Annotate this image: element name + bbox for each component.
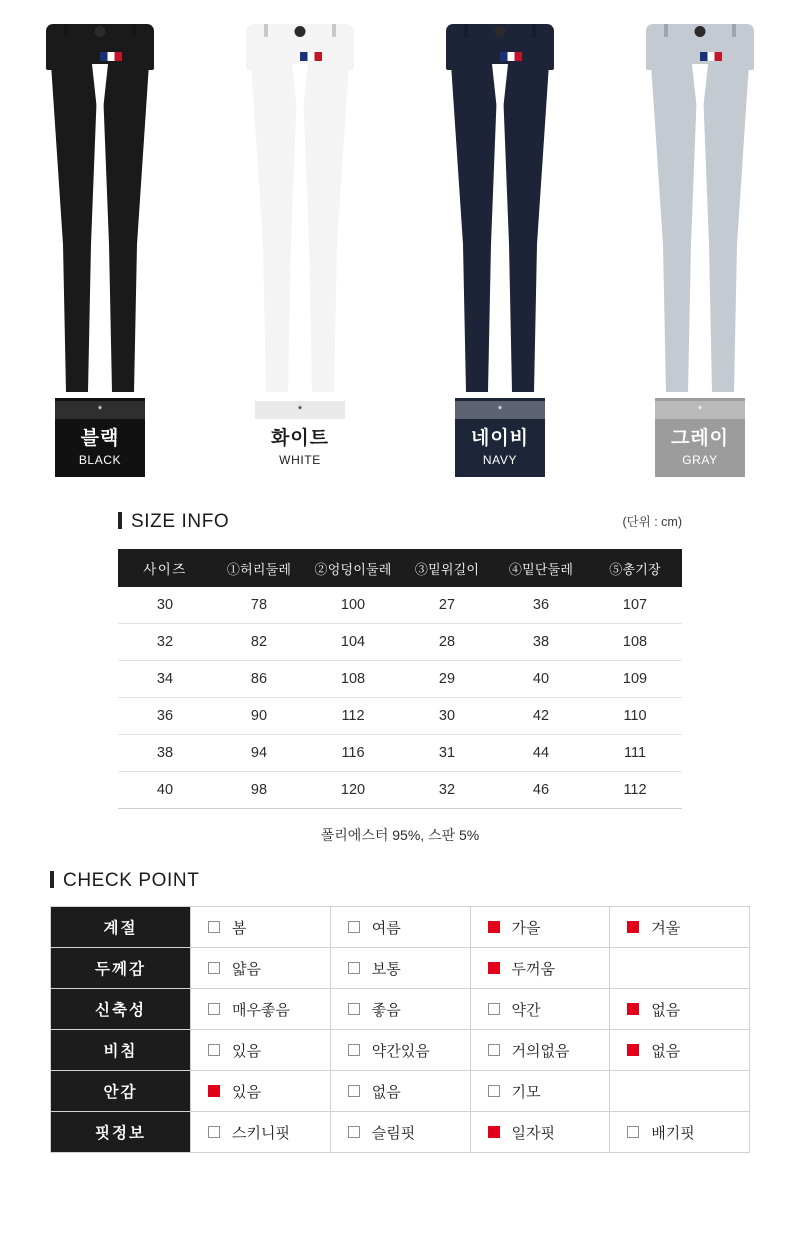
check-point-row bbox=[51, 948, 750, 989]
waist-button-icon bbox=[95, 26, 106, 37]
heading-bar bbox=[50, 871, 54, 888]
pants-illustration bbox=[46, 24, 154, 392]
size-table-row bbox=[118, 698, 682, 735]
check-point-option[interactable] bbox=[330, 1030, 470, 1071]
color-label-ko: 화이트 bbox=[270, 428, 330, 449]
size-cell: 28 bbox=[400, 624, 494, 661]
pants-right-leg bbox=[302, 64, 352, 392]
size-cell: 30 bbox=[118, 587, 212, 624]
size-cell: 112 bbox=[306, 698, 400, 735]
size-cell: 108 bbox=[306, 661, 400, 698]
size-unit-note: (단위 : cm) bbox=[622, 515, 682, 529]
checkbox-icon[interactable] bbox=[488, 1003, 500, 1015]
belt-loop-icon bbox=[732, 24, 736, 37]
check-point-row bbox=[51, 989, 750, 1030]
check-point-empty-cell bbox=[610, 1071, 750, 1112]
size-cell: 116 bbox=[306, 735, 400, 772]
size-table-header-row bbox=[118, 549, 682, 587]
check-point-option[interactable] bbox=[470, 1112, 610, 1153]
size-cell: 32 bbox=[118, 624, 212, 661]
pants-left-leg bbox=[448, 64, 498, 392]
check-point-option[interactable] bbox=[330, 1071, 470, 1112]
size-cell: 108 bbox=[588, 624, 682, 661]
size-info-heading bbox=[0, 510, 800, 533]
check-point-option-label: 여름 bbox=[371, 919, 401, 937]
check-point-option-label: 약간있음 bbox=[371, 1042, 430, 1060]
size-cell: 86 bbox=[212, 661, 306, 698]
size-table-row bbox=[118, 661, 682, 698]
product-image-gray bbox=[600, 12, 800, 392]
size-cell: 30 bbox=[400, 698, 494, 735]
belt-loop-icon bbox=[464, 24, 468, 37]
check-point-option-label: 두꺼움 bbox=[511, 960, 555, 978]
check-point-option-label: 슬림핏 bbox=[371, 1124, 416, 1142]
color-label-ko: 네이비 bbox=[470, 428, 530, 449]
check-point-option[interactable] bbox=[191, 948, 331, 989]
brand-flag-icon bbox=[100, 52, 122, 61]
color-label-en: BLACK bbox=[78, 453, 122, 467]
pants-right-leg bbox=[702, 64, 752, 392]
color-star-icon: * bbox=[255, 401, 345, 419]
size-cell: 78 bbox=[212, 587, 306, 624]
check-point-option[interactable] bbox=[470, 989, 610, 1030]
check-point-option[interactable] bbox=[330, 948, 470, 989]
check-point-option[interactable] bbox=[470, 907, 610, 948]
size-column-header: ①허리둘레 bbox=[212, 549, 306, 587]
size-cell: 120 bbox=[306, 772, 400, 809]
color-swatch-row bbox=[0, 398, 800, 477]
check-point-option-label: 기모 bbox=[511, 1083, 541, 1101]
checkbox-icon[interactable] bbox=[488, 1126, 500, 1138]
check-point-option[interactable] bbox=[330, 907, 470, 948]
checkbox-icon[interactable] bbox=[488, 921, 500, 933]
color-label-ko: 블랙 bbox=[80, 428, 120, 449]
checkbox-icon[interactable] bbox=[627, 921, 639, 933]
size-cell: 98 bbox=[212, 772, 306, 809]
pants-left-leg bbox=[48, 64, 98, 392]
brand-flag-icon bbox=[700, 52, 722, 61]
check-point-option-label: 배기핏 bbox=[651, 1124, 695, 1142]
check-point-table bbox=[50, 906, 750, 1153]
checkbox-icon[interactable] bbox=[348, 962, 360, 974]
checkbox-icon[interactable] bbox=[627, 1044, 639, 1056]
size-column-header: 사이즈 bbox=[118, 549, 212, 587]
checkbox-icon[interactable] bbox=[627, 1126, 639, 1138]
checkbox-icon[interactable] bbox=[208, 1085, 220, 1097]
check-point-option-label: 얇음 bbox=[232, 960, 261, 978]
check-point-option[interactable] bbox=[610, 989, 750, 1030]
checkbox-icon[interactable] bbox=[208, 1003, 220, 1015]
size-cell: 34 bbox=[118, 661, 212, 698]
size-cell: 110 bbox=[588, 698, 682, 735]
check-point-empty-cell bbox=[610, 948, 750, 989]
size-cell: 38 bbox=[118, 735, 212, 772]
checkbox-icon[interactable] bbox=[208, 1044, 220, 1056]
size-cell: 104 bbox=[306, 624, 400, 661]
checkbox-icon[interactable] bbox=[208, 921, 220, 933]
pants-illustration bbox=[646, 24, 754, 392]
size-cell: 107 bbox=[588, 587, 682, 624]
pants-right-leg bbox=[502, 64, 552, 392]
check-point-option[interactable] bbox=[191, 1071, 331, 1112]
check-point-row-label: 신축성 bbox=[51, 989, 191, 1030]
pants-right-leg bbox=[102, 64, 152, 392]
check-point-option[interactable] bbox=[610, 1030, 750, 1071]
color-option-navy[interactable] bbox=[400, 398, 600, 477]
size-cell: 31 bbox=[400, 735, 494, 772]
check-point-option-label: 겨울 bbox=[651, 919, 681, 937]
size-column-header: ④밑단둘레 bbox=[494, 549, 588, 587]
check-point-option-label: 없음 bbox=[651, 1042, 681, 1060]
check-point-option-label: 있음 bbox=[232, 1042, 261, 1060]
color-star-icon: * bbox=[655, 401, 745, 419]
belt-loop-icon bbox=[664, 24, 668, 37]
size-table-row bbox=[118, 735, 682, 772]
waist-button-icon bbox=[295, 26, 306, 37]
checkbox-icon[interactable] bbox=[348, 1003, 360, 1015]
size-cell: 44 bbox=[494, 735, 588, 772]
belt-loop-icon bbox=[132, 24, 136, 37]
pants-illustration bbox=[446, 24, 554, 392]
check-point-title: CHECK POINT bbox=[63, 870, 200, 891]
size-column-header: ⑤총기장 bbox=[588, 549, 682, 587]
color-label-en: WHITE bbox=[279, 453, 321, 467]
check-point-wrapper bbox=[0, 906, 800, 1153]
material-composition: 폴리에스터 95%, 스판 5% bbox=[320, 827, 480, 843]
brand-flag-icon bbox=[500, 52, 522, 61]
checkbox-icon[interactable] bbox=[627, 1003, 639, 1015]
size-cell: 29 bbox=[400, 661, 494, 698]
check-point-option[interactable] bbox=[191, 1030, 331, 1071]
checkbox-icon[interactable] bbox=[488, 1085, 500, 1097]
check-point-option-label: 없음 bbox=[651, 1001, 681, 1019]
size-cell: 112 bbox=[588, 772, 682, 809]
check-point-option-label: 좋음 bbox=[371, 1001, 401, 1019]
brand-flag-icon bbox=[300, 52, 322, 61]
product-image-black bbox=[0, 12, 200, 392]
belt-loop-icon bbox=[332, 24, 336, 37]
check-point-row bbox=[51, 1112, 750, 1153]
check-point-option-label: 거의없음 bbox=[511, 1042, 570, 1060]
size-table-row bbox=[118, 624, 682, 661]
product-image-white bbox=[200, 12, 400, 392]
check-point-option-label: 보통 bbox=[371, 960, 401, 978]
check-point-option[interactable] bbox=[470, 948, 610, 989]
pants-left-leg bbox=[648, 64, 698, 392]
size-info-title: SIZE INFO bbox=[131, 511, 230, 532]
check-point-option[interactable] bbox=[330, 989, 470, 1030]
color-star-icon: * bbox=[455, 401, 545, 419]
check-point-option-label: 없음 bbox=[371, 1083, 401, 1101]
size-cell: 40 bbox=[118, 772, 212, 809]
color-option-black[interactable] bbox=[0, 398, 200, 477]
check-point-row-label: 비침 bbox=[51, 1030, 191, 1071]
check-point-option-label: 매우좋음 bbox=[232, 1001, 290, 1019]
size-column-header: ③밑위길이 bbox=[400, 549, 494, 587]
product-image-row bbox=[0, 12, 800, 392]
check-point-row-label: 두께감 bbox=[51, 948, 191, 989]
size-table-wrapper bbox=[0, 549, 800, 845]
check-point-row-label: 안감 bbox=[51, 1071, 191, 1112]
size-cell: 36 bbox=[118, 698, 212, 735]
check-point-option-label: 봄 bbox=[232, 919, 247, 937]
check-point-row-label: 계절 bbox=[51, 907, 191, 948]
checkbox-icon[interactable] bbox=[348, 921, 360, 933]
check-point-option[interactable] bbox=[191, 907, 331, 948]
color-label-ko: 그레이 bbox=[670, 428, 730, 449]
checkbox-icon[interactable] bbox=[348, 1126, 360, 1138]
checkbox-icon[interactable] bbox=[208, 1126, 220, 1138]
belt-loop-icon bbox=[532, 24, 536, 37]
waist-button-icon bbox=[695, 26, 706, 37]
size-table bbox=[118, 549, 682, 809]
belt-loop-icon bbox=[64, 24, 68, 37]
pants-left-leg bbox=[248, 64, 298, 392]
size-cell: 90 bbox=[212, 698, 306, 735]
check-point-option-label: 약간 bbox=[511, 1001, 541, 1019]
product-color-section bbox=[0, 0, 800, 510]
check-point-option[interactable] bbox=[610, 1112, 750, 1153]
size-column-header: ②엉덩이둘레 bbox=[306, 549, 400, 587]
check-point-option-label: 있음 bbox=[232, 1083, 261, 1101]
size-cell: 94 bbox=[212, 735, 306, 772]
product-image-navy bbox=[400, 12, 600, 392]
checkbox-icon[interactable] bbox=[348, 1044, 360, 1056]
size-cell: 40 bbox=[494, 661, 588, 698]
check-point-option[interactable] bbox=[470, 1071, 610, 1112]
color-star-icon: * bbox=[55, 401, 145, 419]
checkbox-icon[interactable] bbox=[488, 1044, 500, 1056]
size-table-row bbox=[118, 587, 682, 624]
check-point-option[interactable] bbox=[191, 989, 331, 1030]
checkbox-icon[interactable] bbox=[488, 962, 500, 974]
color-label-en: GRAY bbox=[682, 453, 718, 467]
size-cell: 82 bbox=[212, 624, 306, 661]
check-point-option-label: 스키니핏 bbox=[232, 1124, 290, 1142]
check-point-option[interactable] bbox=[191, 1112, 331, 1153]
check-point-option-label: 가을 bbox=[511, 919, 541, 937]
size-cell: 100 bbox=[306, 587, 400, 624]
size-cell: 36 bbox=[494, 587, 588, 624]
size-cell: 32 bbox=[400, 772, 494, 809]
check-point-row bbox=[51, 1071, 750, 1112]
check-point-row-label: 핏정보 bbox=[51, 1112, 191, 1153]
color-label-en: NAVY bbox=[482, 453, 518, 467]
size-cell: 111 bbox=[588, 735, 682, 772]
check-point-option-label: 일자핏 bbox=[511, 1124, 555, 1142]
belt-loop-icon bbox=[264, 24, 268, 37]
color-option-white[interactable] bbox=[200, 398, 400, 477]
check-point-heading bbox=[0, 869, 800, 892]
check-point-option[interactable] bbox=[470, 1030, 610, 1071]
checkbox-icon[interactable] bbox=[208, 962, 220, 974]
color-option-gray[interactable] bbox=[600, 398, 800, 477]
size-cell: 27 bbox=[400, 587, 494, 624]
heading-bar bbox=[118, 512, 122, 529]
size-table-row bbox=[118, 772, 682, 809]
size-cell: 38 bbox=[494, 624, 588, 661]
check-point-row bbox=[51, 1030, 750, 1071]
size-cell: 42 bbox=[494, 698, 588, 735]
waist-button-icon bbox=[495, 26, 506, 37]
check-point-option[interactable] bbox=[610, 907, 750, 948]
check-point-row bbox=[51, 907, 750, 948]
size-cell: 109 bbox=[588, 661, 682, 698]
checkbox-icon[interactable] bbox=[348, 1085, 360, 1097]
pants-illustration bbox=[246, 24, 354, 392]
size-cell: 46 bbox=[494, 772, 588, 809]
check-point-option[interactable] bbox=[330, 1112, 470, 1153]
